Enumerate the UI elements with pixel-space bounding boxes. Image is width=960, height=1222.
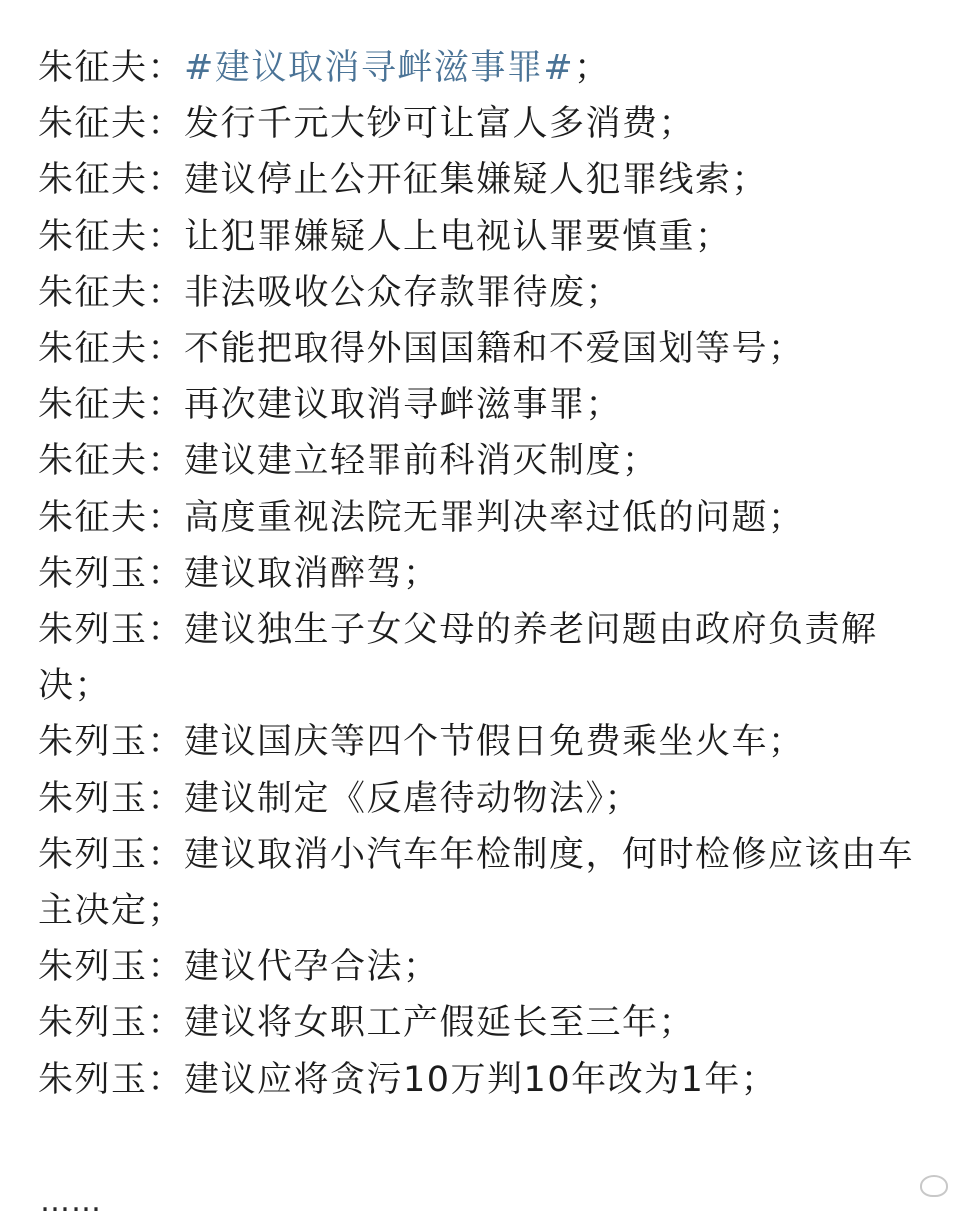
speaker-name: 朱列玉： (38, 610, 185, 651)
speaker-name: 朱列玉： (38, 1003, 185, 1044)
statement-line (38, 433, 928, 489)
statement-line (38, 96, 928, 152)
speaker-name: 朱征夫： (38, 216, 185, 257)
statement-line (38, 714, 928, 770)
statement-line (38, 321, 928, 377)
statement-line (38, 1052, 928, 1108)
statement-line (38, 209, 928, 265)
statement-text: 不能把取得外国国籍和不爱国划等号； (184, 329, 805, 370)
watermark (920, 1175, 948, 1197)
speaker-name: 朱列玉： (38, 722, 185, 763)
statement-text: 建议应将贪污10万判10年改为1年； (184, 1059, 778, 1100)
ellipsis-more: …… (40, 1184, 102, 1219)
statement-line (38, 827, 928, 939)
statement-text: 建议取消小汽车年检制度，何时检修应该由车主决定； (38, 834, 915, 932)
speaker-name: 朱列玉： (38, 553, 185, 594)
speaker-name: 朱列玉： (38, 1059, 185, 1100)
weibo-logo-icon (920, 1175, 948, 1197)
statement-text: 建议停止公开征集嫌疑人犯罪线索； (184, 160, 769, 201)
speaker-name: 朱征夫： (38, 104, 185, 145)
statement-text: 发行千元大钞可让富人多消费； (184, 104, 696, 145)
statement-text: 让犯罪嫌疑人上电视认罪要慎重； (184, 216, 732, 257)
statement-text: 建议代孕合法； (184, 947, 440, 988)
hashtag-link[interactable]: #建议取消寻衅滋事罪# (184, 48, 575, 88)
speaker-name: 朱列玉： (38, 778, 185, 819)
speaker-name: 朱列玉： (38, 834, 185, 875)
statement-text: ； (574, 48, 611, 88)
speaker-name: 朱征夫： (38, 329, 185, 370)
statement-line (38, 265, 928, 321)
speaker-name: 朱征夫： (38, 272, 185, 313)
statement-text: 再次建议取消寻衅滋事罪； (184, 385, 623, 426)
speaker-name: 朱征夫： (38, 441, 185, 482)
speaker-name: 朱列玉： (38, 947, 185, 988)
post-body (38, 40, 928, 1108)
statement-text: 高度重视法院无罪判决率过低的问题； (184, 497, 805, 538)
statement-line (38, 995, 928, 1051)
statement-text: 建议国庆等四个节假日免费乘坐火车； (184, 722, 805, 763)
statement-line (38, 771, 928, 827)
statement-line (38, 152, 928, 208)
statement-line (38, 546, 928, 602)
speaker-name: 朱征夫： (38, 385, 185, 426)
speaker-name: 朱征夫： (38, 160, 185, 201)
statement-text: 建议独生子女父母的养老问题由政府负责解决； (38, 610, 878, 707)
statement-text: 建议建立轻罪前科消灭制度； (184, 441, 659, 482)
statement-line (38, 939, 928, 995)
speaker-name: 朱征夫： (38, 497, 185, 538)
statement-line (38, 602, 928, 714)
statement-line (38, 377, 928, 433)
statement-text: 建议将女职工产假延长至三年； (184, 1003, 696, 1044)
statement-line (38, 490, 928, 546)
statement-text: 建议取消醉驾； (184, 553, 440, 594)
statement-line (38, 40, 928, 96)
speaker-name: 朱征夫： (38, 48, 185, 88)
statement-text: 建议制定《反虐待动物法》； (184, 778, 642, 819)
statement-text: 非法吸收公众存款罪待废； (184, 272, 623, 313)
